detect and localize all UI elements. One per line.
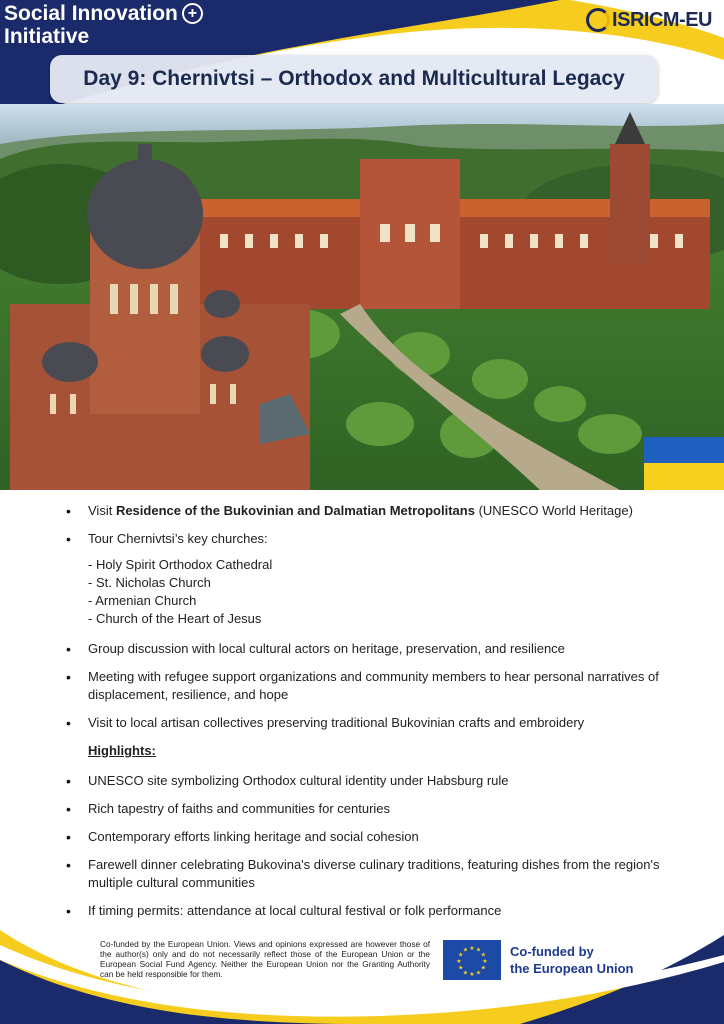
list-item: • Meeting with refugee support organizations and community members to hear personal narratives of displacement, resilience, and hope	[66, 668, 666, 704]
brand-line-1: Social Innovation	[4, 2, 178, 25]
svg-text:★: ★	[458, 951, 464, 959]
page-title: Day 9: Chernivtsi – Orthodox and Multicultural Legacy	[50, 55, 658, 103]
site-name: Residence of the Bukovinian and Dalmatian Metropolitans	[115, 503, 475, 518]
svg-text:★: ★	[480, 964, 486, 972]
list-item: • Tour Chernivtsi’s key churches:	[66, 530, 666, 548]
itinerary-content	[66, 502, 666, 930]
church-item: - Holy Spirit Orthodox Cathedral	[88, 557, 273, 572]
plus-circle-icon: +	[182, 3, 203, 24]
svg-text:★: ★	[469, 971, 475, 978]
highlight-item: • Rich tapestry of faiths and communities for centuries	[66, 800, 666, 818]
ukraine-flag	[644, 437, 724, 490]
svg-text:★: ★	[469, 945, 475, 952]
svg-text:★: ★	[462, 969, 469, 977]
highlight-item: • UNESCO site symbolizing Orthodox cultural identity under Habsburg rule	[66, 772, 666, 790]
brand-logo-text	[4, 2, 203, 48]
partner-logo-text: ISRICM-EU	[612, 8, 712, 31]
eu-disclaimer: Co-funded by the European Union. Views and opinions expressed are however those of the author(s) only and do not necessarily reflect those of the European Union or the European Social Fund Agency. Neither the European Union nor the Granting Authority can be held responsible for them.	[100, 939, 430, 979]
list-item: • Visit to local artisan collectives preserving traditional Bukovinian crafts and embroidery	[66, 714, 666, 732]
svg-text:★: ★	[480, 951, 486, 959]
eu-cofunded-label: Co-funded by the European Union	[510, 944, 634, 976]
svg-text:★: ★	[462, 946, 469, 954]
highlight-item: • Contemporary efforts linking heritage and social cohesion	[66, 828, 666, 846]
brand-line-2: Initiative	[4, 25, 90, 48]
isricm-ring-icon	[586, 8, 610, 32]
svg-text:★: ★	[475, 969, 482, 977]
highlight-item: • Farewell dinner celebrating Bukovina's diverse culinary traditions, featuring dishes from the region's multiple cultural communities	[66, 856, 666, 892]
svg-text:★: ★	[458, 964, 464, 972]
eu-flag-icon	[443, 940, 501, 980]
hero-photo	[0, 104, 724, 490]
church-list	[66, 556, 666, 628]
list-item: • Group discussion with local cultural actors on heritage, preservation, and resilience	[66, 640, 666, 658]
highlight-item: • If timing permits: attendance at local cultural festival or folk performance	[66, 902, 666, 920]
church-item: - St. Nicholas Church	[88, 575, 211, 590]
svg-text:★: ★	[475, 946, 482, 954]
highlights-heading: Highlights:	[88, 743, 156, 758]
svg-text:★: ★	[456, 958, 462, 965]
church-item: - Church of the Heart of Jesus	[88, 611, 262, 626]
church-item: - Armenian Church	[88, 593, 197, 608]
list-item: • Visit Residence of the Bukovinian and Dalmatian Metropolitans (UNESCO World Heritage)	[66, 502, 666, 520]
svg-text:★: ★	[482, 958, 488, 965]
partner-logo	[586, 8, 712, 32]
